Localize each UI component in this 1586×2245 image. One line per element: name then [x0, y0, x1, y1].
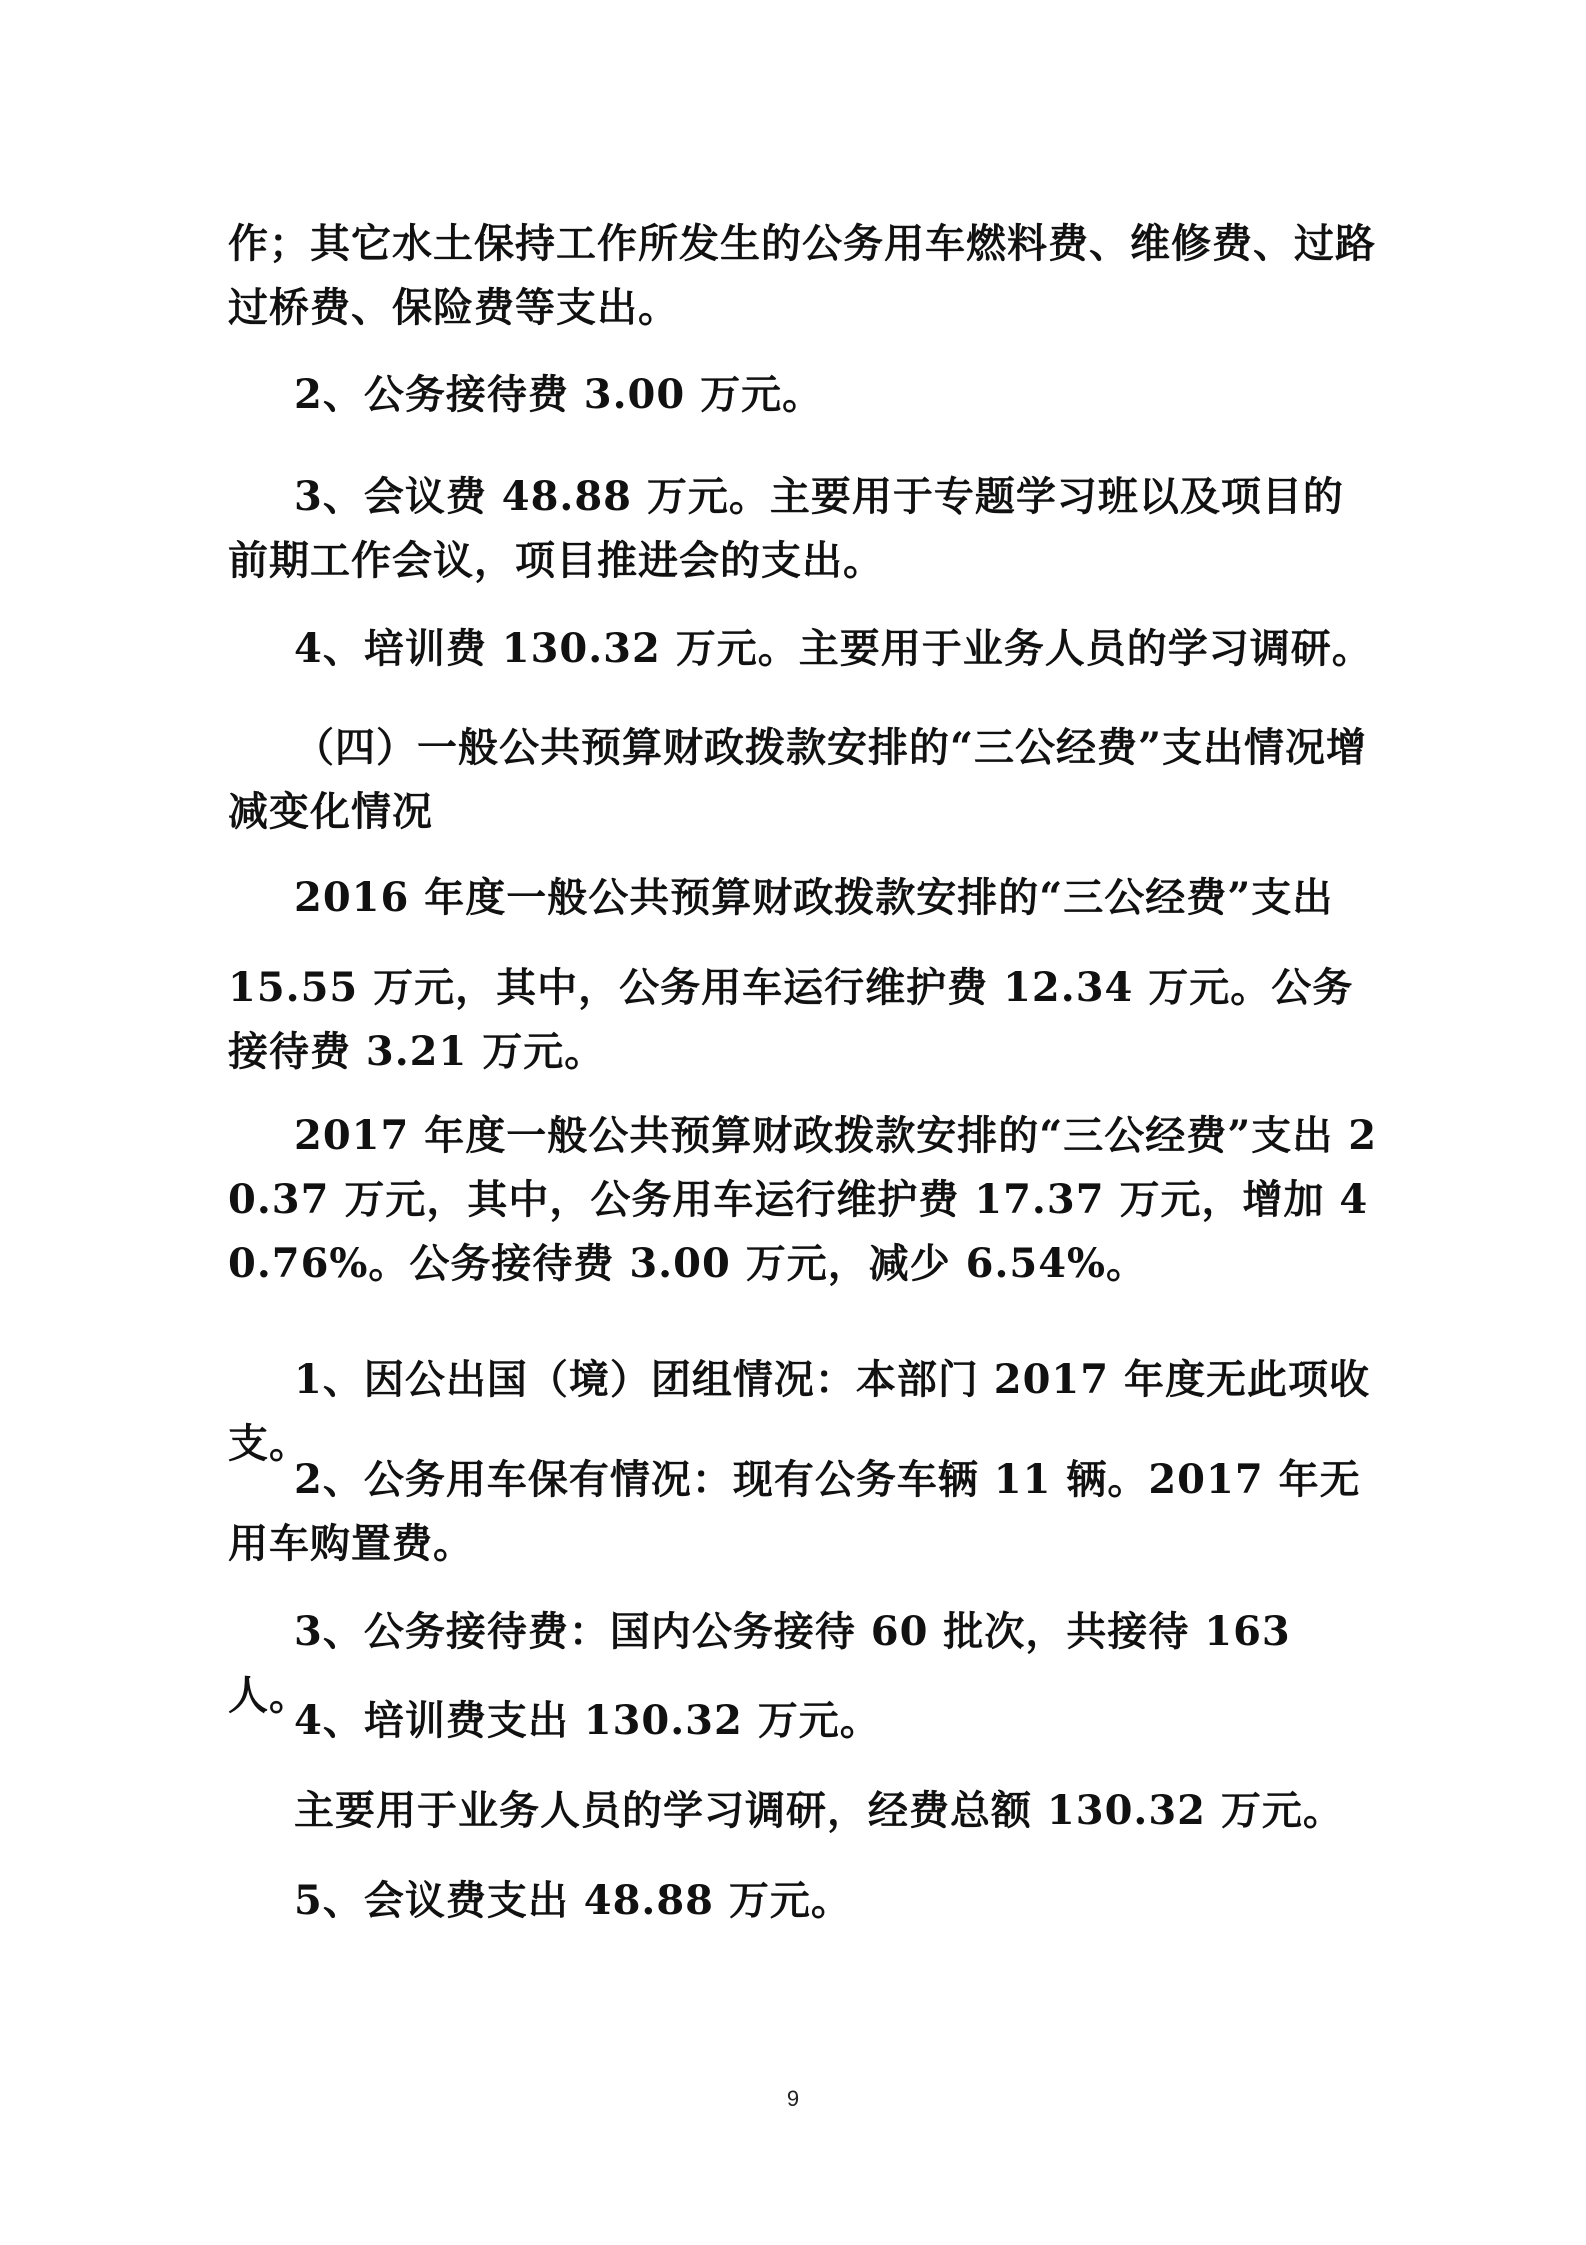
- paragraph-2017: 2017 年度一般公共预算财政拨款安排的“三公经费”支出 20.37 万元，其中，公务用车运行维护费 17.37 万元，增加 40.76%。公务接待费 3.00 万元，减少 6.54%。: [228, 1112, 1378, 1287]
- paragraph-meeting-fee: 3、会议费 48.88 万元。主要用于专题学习班以及项目的前期工作会议，项目推进会的支出。: [228, 473, 1344, 584]
- paragraph-vehicles: 2、公务用车保有情况：现有公务车辆 11 辆。2017 年无用车购置费。: [228, 1456, 1361, 1567]
- paragraph-reception-fee: 2、公务接待费 3.00 万元。: [294, 371, 824, 418]
- paragraph-meeting-expense: 5、会议费支出 48.88 万元。: [294, 1877, 852, 1924]
- paragraph-training-usage: 主要用于业务人员的学习调研，经费总额 130.32 万元。: [294, 1787, 1344, 1834]
- paragraph-reception-detail: 3、公务接待费：国内公务接待 60 批次，共接待 163 人。: [228, 1608, 1291, 1719]
- section-heading-changes: （四）一般公共预算财政拨款安排的“三公经费”支出情况增减变化情况: [228, 724, 1368, 835]
- paragraph-training-fee: 4、培训费 130.32 万元。主要用于业务人员的学习调研。: [294, 625, 1373, 672]
- paragraph-continuation: 作；其它水土保持工作所发生的公务用车燃料费、维修费、过路过桥费、保险费等支出。: [228, 220, 1376, 331]
- paragraph-training-expense: 4、培训费支出 130.32 万元。: [294, 1697, 881, 1744]
- page-number: 9: [786, 2086, 800, 2111]
- paragraph-2016-detail: 15.55 万元，其中，公务用车运行维护费 12.34 万元。公务接待费 3.21 万元。: [228, 964, 1354, 1075]
- paragraph-2016-intro: 2016 年度一般公共预算财政拨款安排的“三公经费”支出: [294, 874, 1334, 921]
- paragraph-overseas: 1、因公出国（境）团组情况：本部门 2017 年度无此项收支。: [228, 1356, 1371, 1467]
